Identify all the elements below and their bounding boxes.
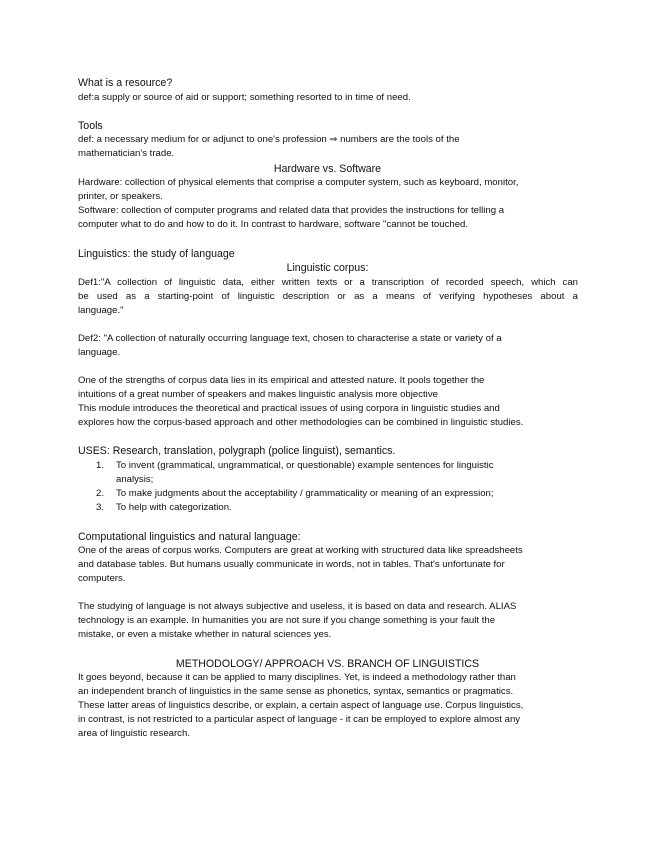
software-definition-line1: Software: collection of computer programs and related data that provides the instructions for telling a [78, 205, 505, 216]
resource-definition: def:a supply or source of aid or support; something resorted to in time of need. [78, 92, 411, 103]
resource-heading: What is a resource? [78, 77, 173, 89]
studying-line3: mistake, or even a mistake whether in natural sciences yes. [78, 629, 332, 640]
methodology-line3: These latter areas of linguistics describe, or explain, a certain aspect of language use. Corpus linguistics, [78, 700, 524, 711]
strengths-line2: intuitions of a great number of speakers and makes linguistic analysis more objective [78, 389, 438, 400]
def1-line1: Def1:"A collection of linguistic data, either written texts or a transcription of recorded speech, which can [78, 277, 578, 288]
methodology-line5: area of linguistic research. [78, 728, 190, 739]
def1-line3: language." [78, 305, 124, 316]
studying-line1: The studying of language is not always subjective and useless, it is based on data and research. ALIAS [78, 601, 517, 612]
strengths-line3: This module introduces the theoretical and practical issues of using corpora in linguistic studies and [78, 403, 500, 414]
strengths-line4: explores how the corpus-based approach and other methodologies can be combined in linguistic studies. [78, 417, 524, 428]
uses-heading: USES: Research, translation, polygraph (police linguist), semantics. [78, 445, 396, 457]
methodology-line4: in contrast, is not restricted to a particular aspect of language - it can be employed to explore almost any [78, 714, 521, 725]
computational-line2: and database tables. But humans usually communicate in words, not in tables. That's unfortunate for [78, 559, 505, 570]
list-item-number: 2. [96, 488, 105, 499]
strengths-line1: One of the strengths of corpus data lies in its empirical and attested nature. It pools together the [78, 375, 485, 386]
computational-heading: Computational linguistics and natural language: [78, 531, 301, 543]
list-item-1-line2: analysis; [116, 474, 154, 485]
hardware-definition-line2: printer, or speakers. [78, 191, 163, 202]
computational-line1: One of the areas of corpus works. Computers are great at working with structured data like spreadsheets [78, 545, 523, 556]
list-item-2-line1: To make judgments about the acceptability / grammaticality or meaning of an expression; [116, 488, 494, 499]
linguistics-definition: Linguistics: the study of language [78, 248, 235, 260]
methodology-line2: an independent branch of linguistics in the same sense as phonetics, syntax, semantics or pragmatics. [78, 686, 514, 697]
hardware-software-heading: Hardware vs. Software [273, 163, 382, 175]
software-definition-line2: computer what to do and how to do it. In contrast to hardware, software "cannot be touched. [78, 219, 469, 230]
tools-heading: Tools [78, 120, 103, 132]
methodology-line1: It goes beyond, because it can be applied to many disciplines. Yet, is indeed a methodology rather than [78, 672, 516, 683]
def2-line1: Def2: "A collection of naturally occurring language text, chosen to characterise a state or variety of a [78, 333, 502, 344]
def2-line2: language. [78, 347, 121, 358]
studying-line2: technology is an example. In humanities you are not sure if you change something is your fault the [78, 615, 496, 626]
list-item-number: 3. [96, 502, 105, 513]
def1-line2: be used as a starting-point of linguistic description or as a means of verifying hypotheses about a [78, 291, 578, 302]
corpus-heading: Linguistic corpus: [286, 262, 369, 274]
methodology-heading: METHODOLOGY/ APPROACH VS. BRANCH OF LINGUISTICS [175, 658, 480, 670]
list-item-number: 1. [96, 460, 105, 471]
list-item-1-line1: To invent (grammatical, ungrammatical, or questionable) example sentences for linguistic [116, 460, 494, 471]
hardware-definition-line1: Hardware: collection of physical elements that comprise a computer system, such as keyboard, monitor, [78, 177, 519, 188]
tools-definition-line2: mathematician's trade. [78, 148, 175, 159]
tools-definition-line1: def: a necessary medium for or adjunct to one's profession ⇒ numbers are the tools of the [78, 134, 460, 145]
computational-line3: computers. [78, 573, 126, 584]
list-item-3-line1: To help with categorization. [116, 502, 232, 513]
